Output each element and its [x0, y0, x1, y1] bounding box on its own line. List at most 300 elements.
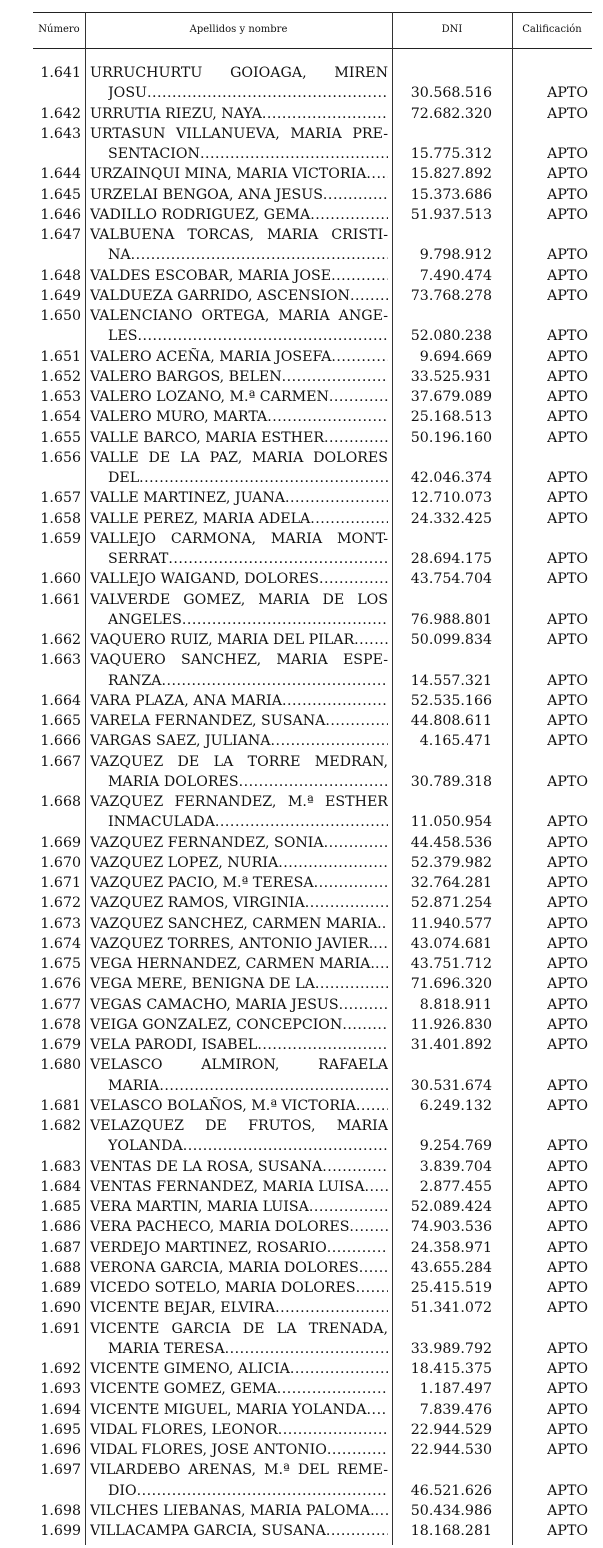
entry-dni: 18.415.375: [410, 1361, 492, 1377]
table-row: [0, 509, 603, 529]
entry-dni: 8.818.911: [419, 996, 492, 1013]
entry-name: [90, 934, 388, 954]
entry-name: [108, 245, 388, 265]
entry-name-text: VIDAL FLORES, LEONOR: [90, 1421, 278, 1438]
leader-dots: [327, 1440, 388, 1460]
entry-number: 1.673: [40, 915, 81, 932]
entry-number: 1.686: [40, 1219, 81, 1236]
entry-dni: 7.839.476: [419, 1401, 492, 1418]
entry-name: [108, 772, 388, 792]
header-apellidos-nombre: Apellidos y nombre: [189, 24, 288, 35]
entry-name-text: VARELA FERNANDEZ, SUSANA: [90, 713, 326, 729]
entry-calificacion: APTO: [547, 632, 588, 648]
entry-number: 1.698: [40, 1502, 81, 1519]
entry-name: [108, 83, 388, 103]
entry-name: VALLEJO CARMONA, MARIA MONT-: [90, 530, 388, 547]
entry-name: URRUCHURTU GOIOAGA, MIREN: [90, 65, 388, 81]
table-row-continuation: [0, 772, 603, 792]
entry-name-text: SENTACION: [108, 146, 200, 162]
leader-dots: [183, 1136, 388, 1156]
table-row: [0, 590, 603, 610]
entry-name: [90, 104, 388, 124]
table-row-continuation: [0, 1136, 603, 1156]
entry-name-text: MARIA TERESA: [108, 1340, 225, 1357]
leader-dots: [215, 812, 388, 832]
leader-dots: [342, 1015, 388, 1035]
entry-name: [90, 873, 388, 893]
entry-name: [90, 711, 388, 731]
entry-dni: 11.926.830: [410, 1016, 492, 1033]
entry-name-text: VICEDO SOTELO, MARIA DOLORES: [90, 1280, 356, 1296]
entry-name: [90, 995, 388, 1015]
entry-calificacion: APTO: [547, 470, 588, 486]
table-row-continuation: [0, 812, 603, 832]
table-row: [0, 266, 603, 286]
entry-dni: 33.525.931: [410, 368, 492, 385]
entry-dni: 50.434.986: [410, 1502, 492, 1519]
table-row: [0, 1379, 603, 1399]
table-row: [0, 691, 603, 711]
leader-dots: [282, 691, 388, 711]
leader-dots: [326, 1521, 388, 1541]
entry-name: [90, 164, 388, 184]
entry-calificacion: APTO: [547, 1077, 588, 1094]
entry-dni: 30.789.318: [410, 773, 492, 790]
entry-name: [90, 1420, 388, 1440]
entry-number: 1.671: [40, 875, 81, 891]
entry-name-text: VERDEJO MARTINEZ, ROSARIO: [90, 1239, 327, 1256]
entry-name: [108, 549, 388, 569]
entry-name: [90, 731, 388, 751]
entry-name-text: INMACULADA: [108, 814, 215, 831]
entry-number: 1.690: [40, 1300, 81, 1317]
leader-dots: [310, 509, 388, 529]
entry-name: [90, 1015, 388, 1035]
table-row: [0, 1278, 603, 1298]
entry-name: [90, 428, 388, 448]
table-row-continuation: [0, 468, 603, 488]
entry-calificacion: APTO: [547, 429, 588, 446]
entry-name-text: VALERO MURO, MARTA: [90, 409, 268, 426]
entry-name-text: VAZQUEZ RAMOS, VIRGINIA: [90, 895, 305, 912]
table-row: [0, 934, 603, 954]
entry-dni: 72.682.320: [410, 105, 492, 122]
entry-dni: 33.989.792: [410, 1340, 492, 1357]
entry-dni: 52.871.254: [410, 895, 492, 912]
entry-name: [90, 1298, 388, 1318]
entry-dni: 52.379.982: [410, 854, 492, 871]
leader-dots: [159, 1076, 388, 1096]
entry-name: [90, 367, 388, 387]
leader-dots: [139, 468, 388, 488]
entry-name: [90, 1035, 388, 1055]
entry-calificacion: APTO: [547, 875, 588, 891]
entry-number: 1.679: [40, 1037, 81, 1053]
entry-number: 1.693: [40, 1381, 81, 1398]
entry-name-text: VEGA MERE, BENIGNA DE LA: [90, 976, 315, 993]
table-row-continuation: [0, 1481, 603, 1501]
entry-name: [90, 1400, 388, 1420]
entry-name-text: URZELAI BENGOA, ANA JESUS: [90, 186, 323, 203]
entry-calificacion: APTO: [547, 956, 588, 972]
leader-dots: [350, 286, 388, 306]
entry-name-text: MARIA: [108, 1077, 160, 1094]
results-table-body: [0, 63, 603, 1541]
table-row: [0, 1359, 603, 1379]
table-row: [0, 1319, 603, 1339]
entry-dni: 24.358.971: [410, 1239, 492, 1256]
entry-number: 1.643: [40, 125, 81, 142]
table-row: [0, 873, 603, 893]
entry-number: 1.653: [40, 389, 81, 405]
entry-name: [90, 1096, 388, 1116]
table-row: [0, 1298, 603, 1318]
entry-name-text: LES: [108, 328, 138, 345]
entry-number: 1.656: [40, 449, 81, 466]
entry-number: 1.664: [40, 692, 81, 709]
entry-dni: 3.839.704: [419, 1158, 492, 1175]
entry-name-text: VEGAS CAMACHO, MARIA JESUS: [90, 996, 339, 1013]
entry-calificacion: APTO: [547, 733, 588, 750]
entry-name: [108, 326, 388, 346]
entry-name: [90, 1217, 388, 1237]
entry-name-text: VAZQUEZ TORRES, ANTONIO JAVIER.: [90, 935, 374, 952]
entry-dni: 30.531.674: [410, 1077, 492, 1094]
entry-dni: 22.944.529: [410, 1421, 492, 1438]
leader-dots: [349, 1217, 388, 1237]
entry-number: 1.660: [40, 571, 81, 588]
table-row: [0, 124, 603, 144]
table-row-continuation: [0, 671, 603, 691]
table-row: [0, 1116, 603, 1136]
entry-calificacion: APTO: [547, 1199, 588, 1215]
leader-dots: [359, 1258, 388, 1278]
table-row-continuation: [0, 245, 603, 265]
table-row: [0, 104, 603, 124]
table-row-continuation: [0, 549, 603, 569]
leader-dots: [278, 853, 388, 873]
entry-calificacion: APTO: [547, 389, 588, 405]
table-row: [0, 853, 603, 873]
entry-name-text: VARA PLAZA, ANA MARIA: [90, 692, 283, 709]
entry-name-text: RANZA: [108, 672, 162, 689]
entry-calificacion: APTO: [547, 1259, 588, 1276]
entry-name: [90, 1379, 388, 1399]
entry-dni: 18.168.281: [410, 1523, 492, 1539]
entry-number: 1.668: [40, 794, 81, 810]
table-row: [0, 488, 603, 508]
entry-name-text: VELASCO BOLAÑOS, M.ª VICTORIA: [90, 1097, 356, 1114]
entry-name-text: VIDAL FLORES, JOSE ANTONIO: [90, 1442, 327, 1458]
entry-name: [90, 509, 388, 529]
entry-calificacion: APTO: [547, 1016, 588, 1033]
table-row: [0, 1501, 603, 1521]
entry-calificacion: APTO: [547, 814, 588, 831]
entry-name-text: VALDES ESCOBAR, MARIA JOSE: [90, 267, 332, 284]
entry-calificacion: APTO: [547, 915, 588, 932]
entry-name-text: VALLEJO WAIGAND, DOLORES: [90, 571, 319, 588]
entry-name-text: URZAINQUI MINA, MARIA VICTORIA: [90, 166, 367, 183]
entry-calificacion: APTO: [547, 1219, 588, 1236]
table-row: [0, 1521, 603, 1541]
entry-calificacion: APTO: [547, 166, 588, 183]
entry-dni: 50.196.160: [410, 429, 492, 446]
entry-name-text: JOSU: [108, 85, 147, 102]
leader-dots: [168, 549, 388, 569]
entry-calificacion: APTO: [547, 1300, 588, 1317]
entry-number: 1.694: [40, 1401, 81, 1418]
entry-number: 1.659: [40, 530, 81, 547]
entry-calificacion: APTO: [547, 1502, 588, 1519]
entry-name: [90, 691, 388, 711]
leader-dots: [310, 205, 388, 225]
table-row-continuation: [0, 1076, 603, 1096]
leader-dots: [257, 1035, 388, 1055]
entry-calificacion: APTO: [547, 834, 588, 851]
entry-calificacion: APTO: [547, 206, 588, 223]
entry-number: 1.655: [40, 429, 81, 446]
entry-calificacion: APTO: [547, 1482, 588, 1499]
entry-name: [90, 1501, 388, 1521]
entry-dni: 9.254.769: [419, 1138, 492, 1155]
entry-calificacion: APTO: [547, 409, 588, 426]
entry-number: 1.691: [40, 1320, 81, 1337]
entry-number: 1.646: [40, 206, 81, 223]
leader-dots: [200, 144, 388, 164]
entry-calificacion: APTO: [547, 895, 588, 912]
entry-name: [108, 812, 388, 832]
entry-name: VAZQUEZ DE LA TORRE MEDRAN,: [90, 753, 388, 770]
entry-number: 1.649: [40, 287, 81, 304]
entry-calificacion: APTO: [547, 1037, 588, 1053]
table-row: [0, 306, 603, 326]
leader-dots: [331, 347, 388, 367]
leader-dots: [356, 1096, 388, 1116]
entry-number: 1.648: [40, 267, 81, 284]
entry-dni: 43.074.681: [410, 935, 492, 952]
entry-name: VALLE DE LA PAZ, MARIA DOLORES: [90, 449, 388, 466]
entry-name-text: VEIGA GONZALEZ, CONCEPCION: [90, 1016, 343, 1033]
entry-dni: 43.751.712: [410, 956, 492, 972]
entry-number: 1.650: [40, 308, 81, 324]
entry-calificacion: APTO: [547, 713, 588, 729]
entry-name-text: VERONA GARCIA, MARIA DOLORES: [90, 1259, 359, 1276]
entry-dni: 15.775.312: [410, 146, 492, 162]
entry-dni: 51.937.513: [410, 206, 492, 223]
entry-number: 1.657: [40, 490, 81, 507]
entry-calificacion: APTO: [547, 247, 588, 264]
entry-number: 1.654: [40, 409, 81, 426]
entry-name: [90, 1157, 388, 1177]
entry-name-text: SERRAT: [108, 551, 169, 567]
entry-dni: 1.187.497: [419, 1381, 492, 1398]
entry-name: VALBUENA TORCAS, MARIA CRISTI-: [90, 227, 388, 243]
leader-dots: [366, 164, 388, 184]
leader-dots: [329, 387, 388, 407]
entry-name-text: VALERO BARGOS, BELEN: [90, 368, 282, 385]
leader-dots: [367, 1400, 388, 1420]
entry-name: [90, 1521, 388, 1541]
entry-name: [90, 407, 388, 427]
entry-name: VELASCO ALMIRON, RAFAELA: [90, 1057, 388, 1074]
entry-calificacion: APTO: [547, 1340, 588, 1357]
table-row: [0, 529, 603, 549]
table-row: [0, 650, 603, 670]
entry-name-text: VAZQUEZ FERNANDEZ, SONIA: [90, 834, 324, 851]
entry-number: 1.666: [40, 733, 81, 750]
entry-name: [90, 266, 388, 286]
entry-calificacion: APTO: [547, 146, 588, 162]
entry-number: 1.672: [40, 895, 81, 912]
entry-name: [90, 1238, 388, 1258]
table-row: [0, 1177, 603, 1197]
leader-dots: [275, 1298, 388, 1318]
entry-dni: 24.332.425: [410, 510, 492, 527]
entry-calificacion: APTO: [547, 287, 588, 304]
entry-number: 1.678: [40, 1016, 81, 1033]
table-row: [0, 164, 603, 184]
table-row: [0, 752, 603, 772]
leader-dots: [356, 1278, 388, 1298]
leader-dots: [182, 610, 388, 630]
entry-calificacion: APTO: [547, 551, 588, 567]
leader-dots: [282, 367, 388, 387]
table-row: [0, 286, 603, 306]
table-row: [0, 1197, 603, 1217]
entry-name: [90, 893, 388, 913]
leader-dots: [373, 934, 388, 954]
leader-dots: [147, 83, 388, 103]
leader-dots: [324, 428, 388, 448]
entry-calificacion: APTO: [547, 1401, 588, 1418]
entry-number: 1.641: [40, 65, 81, 81]
entry-name: URTASUN VILLANUEVA, MARIA PRE-: [90, 125, 388, 142]
entry-dni: 15.373.686: [410, 186, 492, 203]
leader-dots: [319, 569, 388, 589]
entry-name: [90, 1440, 388, 1460]
entry-dni: 32.764.281: [410, 875, 492, 891]
leader-dots: [239, 772, 388, 792]
entry-number: 1.699: [40, 1523, 81, 1539]
entry-name: VILARDEBO ARENAS, M.ª DEL REME-: [90, 1462, 388, 1479]
entry-dni: 76.988.801: [410, 611, 492, 628]
entry-calificacion: APTO: [547, 85, 588, 102]
header-numero: Número: [38, 24, 80, 35]
entry-name: VAQUERO SANCHEZ, MARIA ESPE-: [90, 652, 388, 669]
entry-name: [90, 1177, 388, 1197]
leader-dots: [277, 1379, 388, 1399]
entry-dni: 52.080.238: [410, 328, 492, 345]
entry-name-text: VELA PARODI, ISABEL: [90, 1037, 258, 1053]
table-row: [0, 1217, 603, 1237]
entry-number: 1.676: [40, 976, 81, 993]
entry-name-text: VICENTE GOMEZ, GEMA: [90, 1381, 277, 1398]
entry-name-text: VAZQUEZ LOPEZ, NURIA: [90, 854, 279, 871]
table-row: [0, 1420, 603, 1440]
entry-name-text: VALERO ACEÑA, MARIA JOSEFA: [90, 348, 332, 365]
table-row-continuation: [0, 83, 603, 103]
entry-dni: 37.679.089: [410, 389, 492, 405]
leader-dots: [339, 995, 388, 1015]
entry-number: 1.696: [40, 1442, 81, 1458]
table-row: [0, 1096, 603, 1116]
table-row: [0, 185, 603, 205]
entry-name: [108, 1076, 388, 1096]
table-row: [0, 1015, 603, 1035]
entry-calificacion: APTO: [547, 1361, 588, 1377]
table-row: [0, 711, 603, 731]
entry-name-text: NA: [108, 247, 131, 264]
entry-name: [90, 205, 388, 225]
leader-dots: [225, 1339, 388, 1359]
entry-number: 1.663: [40, 652, 81, 669]
entry-name: [90, 286, 388, 306]
entry-name-text: VENTAS FERNANDEZ, MARIA LUISA: [90, 1178, 365, 1195]
entry-name: [90, 853, 388, 873]
leader-dots: [161, 671, 388, 691]
table-row: [0, 1400, 603, 1420]
entry-calificacion: APTO: [547, 611, 588, 628]
entry-dni: 31.401.892: [410, 1037, 492, 1053]
leader-dots: [327, 1238, 388, 1258]
entry-number: 1.647: [40, 227, 81, 243]
entry-name-text: VALERO LOZANO, M.ª CARMEN: [90, 389, 329, 405]
entry-calificacion: APTO: [547, 692, 588, 709]
entry-calificacion: APTO: [547, 1178, 588, 1195]
entry-name: [108, 1136, 388, 1156]
entry-number: 1.687: [40, 1239, 81, 1256]
entry-dni: 25.415.519: [410, 1280, 492, 1296]
table-row-continuation: [0, 610, 603, 630]
entry-calificacion: APTO: [547, 368, 588, 385]
entry-dni: 9.694.669: [419, 348, 492, 365]
entry-name: [90, 1258, 388, 1278]
entry-dni: 7.490.474: [419, 267, 492, 284]
entry-name: [90, 630, 388, 650]
entry-name-text: VEGA HERNANDEZ, CARMEN MARIA.: [90, 956, 375, 972]
entry-number: 1.645: [40, 186, 81, 203]
entry-dni: 12.710.073: [410, 490, 492, 507]
entry-number: 1.689: [40, 1280, 81, 1296]
entry-number: 1.697: [40, 1462, 81, 1479]
entry-calificacion: APTO: [547, 1158, 588, 1175]
leader-dots: [290, 1359, 388, 1379]
entry-calificacion: APTO: [547, 854, 588, 871]
table-header-rule: [33, 48, 592, 49]
table-row: [0, 367, 603, 387]
entry-calificacion: APTO: [547, 1381, 588, 1398]
table-row: [0, 347, 603, 367]
entry-name: [108, 144, 388, 164]
entry-number: 1.644: [40, 166, 81, 183]
leader-dots: [315, 974, 388, 994]
leader-dots: [375, 1501, 388, 1521]
entry-name-text: VERA PACHECO, MARIA DOLORES: [90, 1219, 350, 1236]
table-row: [0, 387, 603, 407]
entry-name-text: VALLE PEREZ, MARIA ADELA: [90, 510, 311, 527]
entry-dni: 52.089.424: [410, 1199, 492, 1215]
leader-dots: [325, 711, 388, 731]
entry-dni: 14.557.321: [410, 672, 492, 689]
entry-calificacion: APTO: [547, 935, 588, 952]
entry-name: [90, 914, 388, 934]
entry-name: VALVERDE GOMEZ, MARIA DE LOS: [90, 591, 388, 608]
entry-dni: 30.568.516: [410, 85, 492, 102]
entry-number: 1.670: [40, 854, 81, 871]
entry-name-text: VICENTE BEJAR, ELVIRA: [90, 1300, 276, 1317]
entry-dni: 50.099.834: [410, 632, 492, 648]
entry-dni: 52.535.166: [410, 692, 492, 709]
